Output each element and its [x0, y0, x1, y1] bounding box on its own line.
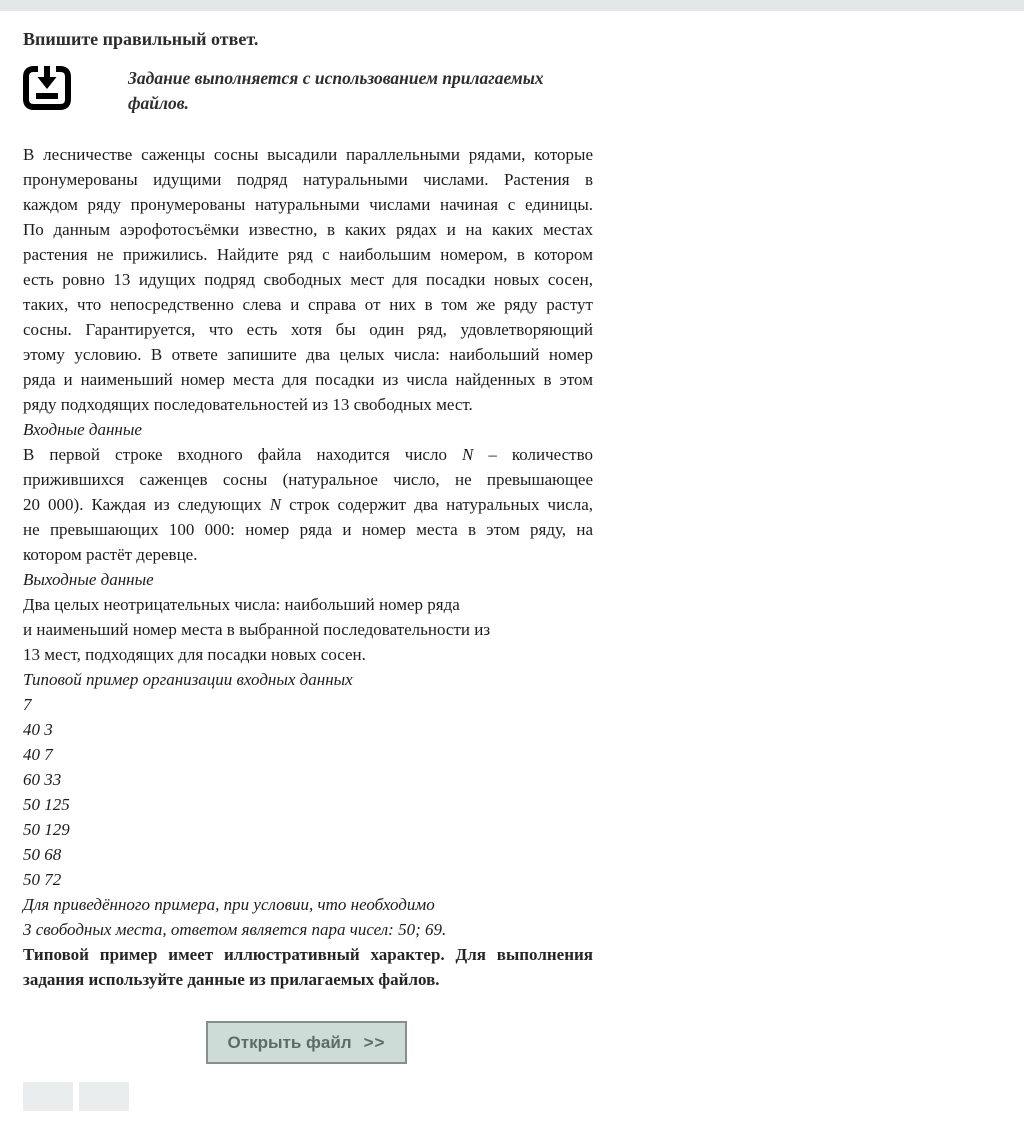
text-segment: – количество: [473, 445, 593, 464]
attachment-row: [23, 66, 593, 116]
text-line: [23, 492, 593, 517]
text-segment: В первой строке входного файла находится число: [23, 445, 462, 464]
attachment-note: [128, 66, 544, 116]
text-line: ряду подходящих последовательностей из 13 свободных мест.: [23, 395, 473, 414]
text-line: есть ровно 13 идущих подряд свободных мест для посадки новых сосен,: [23, 270, 593, 289]
example-data-line: 60 33: [23, 770, 62, 789]
warning-line: Типовой пример имеет иллюстративный характер. Для выполнения: [23, 945, 593, 964]
variable-n: N: [461, 445, 474, 464]
attachment-note-line: файлов.: [128, 93, 189, 113]
input-data-header: Входные данные: [23, 420, 142, 439]
text-segment: 20 000). Каждая из следующих: [23, 495, 270, 514]
placeholder-button-2[interactable]: [79, 1082, 129, 1111]
example-note-lines: [23, 892, 593, 942]
attachment-note-line: Задание выполняется с использованием прилагаемых: [128, 68, 544, 88]
example-data-line: 50 68: [23, 845, 62, 864]
text-segment: строк содержит два натуральных числа,: [281, 495, 593, 514]
input-data-section: [23, 417, 593, 567]
open-file-button-label: Открыть файл: [227, 1032, 352, 1052]
top-bar: [0, 0, 1024, 11]
page-title: Впишите правильный ответ.: [23, 29, 259, 49]
task-paragraph-lines: [23, 142, 593, 392]
warning-note: [23, 942, 593, 992]
text-line: По данным аэрофотосъёмки известно, в каких рядах и на каких местах: [23, 220, 593, 239]
warning-line: задания используйте данные из прилагаемых файлов.: [23, 970, 440, 989]
bottom-placeholder-row: [23, 1082, 593, 1111]
example-section: [23, 667, 593, 942]
text-line: Два целых неотрицательных числа: наибольший номер ряда: [23, 595, 460, 614]
text-line: Для приведённого примера, при условии, что необходимо: [23, 895, 435, 914]
text-line: растения не прижились. Найдите ряд с наибольшим номером, в котором: [23, 245, 593, 264]
output-data-header: Выходные данные: [23, 570, 154, 589]
example-data-line: 7: [23, 695, 32, 714]
text-line: каждом ряду пронумерованы натуральными числами начиная с единицы.: [23, 195, 593, 214]
text-line: 3 свободных места, ответом является пара чисел: 50; 69.: [23, 920, 447, 939]
text-line: пронумерованы идущими подряд натуральными числами. Растения в: [23, 170, 593, 189]
example-data-lines: [23, 692, 593, 892]
text-line: этому условию. В ответе запишите два целых числа: наибольший номер: [23, 345, 593, 364]
text-line: сосны. Гарантируется, что есть хотя бы один ряд, удовлетворяющий: [23, 320, 593, 339]
text-line: котором растёт деревце.: [23, 545, 198, 564]
text-line: не превышающих 100 000: номер ряда и номер места в этом ряду, на: [23, 520, 593, 539]
example-data-line: 50 129: [23, 820, 70, 839]
open-file-button-arrows: >>: [363, 1032, 386, 1052]
text-line: [23, 442, 593, 467]
task-paragraph: [23, 142, 593, 417]
text-line: таких, что непосредственно слева и справа от них в том же ряду растут: [23, 295, 593, 314]
text-line: прижившихся саженцев сосны (натуральное число, не превышающее: [23, 470, 593, 489]
example-data-line: 40 7: [23, 745, 53, 764]
variable-n: N: [269, 495, 282, 514]
output-data-lines: [23, 592, 593, 667]
example-header: Типовой пример организации входных данных: [23, 670, 353, 689]
text-line: ряда и наименьший номер места для посадки из числа найденных в этом: [23, 370, 593, 389]
text-line: В лесничестве саженцы сосны высадили параллельными рядами, которые: [23, 145, 593, 164]
example-data-line: 50 125: [23, 795, 70, 814]
example-data-line: 40 3: [23, 720, 53, 739]
download-icon: [23, 66, 71, 110]
placeholder-button-1[interactable]: [23, 1082, 73, 1111]
text-line: 13 мест, подходящих для посадки новых сосен.: [23, 645, 366, 664]
open-file-button[interactable]: [206, 1021, 407, 1064]
example-data-line: 50 72: [23, 870, 62, 889]
text-line: и наименьший номер места в выбранной последовательности из: [23, 620, 491, 639]
output-data-section: [23, 567, 593, 667]
task-page: [23, 27, 593, 1111]
